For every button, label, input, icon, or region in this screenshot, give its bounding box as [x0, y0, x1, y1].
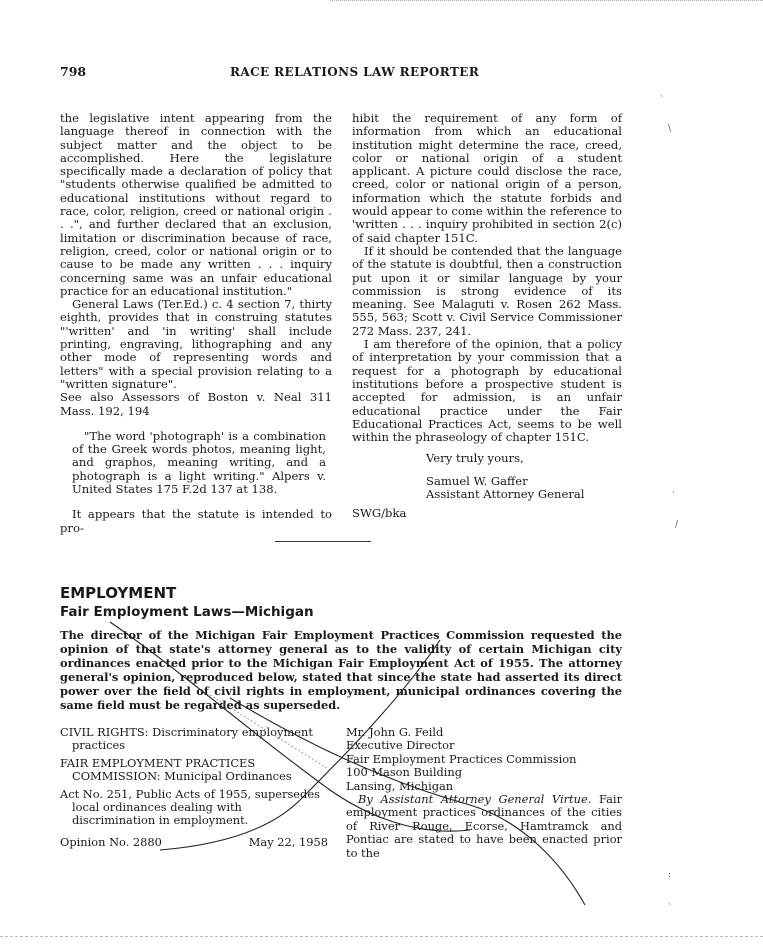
- page-number: 798: [60, 64, 87, 79]
- paragraph: If it should be contended that the language of the statute is doubtful, then a construction put upon it or similar language by your commission is strong evidence of its meaning. See Malaguti v. Rosen 262 Mass. 555, 563; Scott v. Civil Service Commissioner 272 Mass. 237, 241.: [352, 243, 622, 338]
- signer-name: Samuel W. Gaffer: [426, 473, 528, 488]
- addressee-title: Executive Director: [346, 738, 455, 753]
- addressee-city: Lansing, Michigan: [346, 778, 454, 793]
- speck: ·: [672, 488, 675, 498]
- paragraph: General Laws (Ter.Ed.) c. 4 section 7, thirty eighth, provides that in construing statutes "'written' and 'in writing' shall include printing, engraving, lithographing and any other mode of representing words and letters" with a special provision relating to a "written signature".: [60, 297, 332, 391]
- by-line: By Assistant Attorney General Virtue.: [358, 792, 592, 807]
- section-title: EMPLOYMENT: [60, 584, 177, 602]
- index-entry: Act No. 251, Public Acts of 1955, supersedes local ordinances dealing with discrimination in employment.: [60, 786, 320, 828]
- closing: Very truly yours,: [426, 451, 524, 466]
- paragraph: hibit the requirement of any form of information from which an educational institution might determine the race, creed, color or national origin of a student applicant. A picture could disclose the race, creed, color or national origin of a person, information which the statute forbids and would appear to come within the reference to 'written . . . inquiry prohibited in section 2(c) of said chapter 151C.: [352, 111, 622, 245]
- headnote: The director of the Michigan Fair Employment Practices Commission requested the opinion of that state's attorney general as to the validity of certain Michigan city ordinances enacted prior to the Michigan Fair Employment Act of 1955. The attorney general's opinion, reproduced below, stated that since the state had asserted its direct power over the field of civil rights in employment, municipal ordinances covering the same field must be regarded as superseded.: [60, 628, 622, 712]
- addressee-org: Fair Employment Practices Commission: [346, 751, 577, 766]
- speck: ·: [668, 900, 671, 910]
- addressee-building: 100 Mason Building: [346, 765, 463, 780]
- speck: /: [675, 520, 679, 530]
- index-entry: CIVIL RIGHTS: Discriminatory employment practices: [60, 725, 313, 753]
- scratch-line: [160, 640, 440, 850]
- running-title: RACE RELATIONS LAW REPORTER: [230, 65, 480, 79]
- speck: :: [668, 870, 672, 880]
- index-entry: FAIR EMPLOYMENT PRACTICES COMMISSION: Municipal Ordinances: [60, 755, 292, 784]
- opinion-number: Opinion No. 2880: [60, 834, 162, 849]
- scratch-line: [210, 695, 330, 770]
- initials: SWG/bka: [352, 506, 407, 521]
- opinion-text: Fair employment practices ordinances of the cities of River Rouge, Ecorse, Hamtramck and Pontiac are stated to have been enacted prior to the: [346, 792, 623, 860]
- speck: \: [668, 124, 672, 134]
- paragraph: the legislative intent appearing from the language thereof in connection with the subject matter and the object to be accomplished. Here the legislature specifically made a declaration of policy that "students otherwise qualified be admitted to educational institutions without regard to race, color, religion, creed or national origin . . .", and further declared that an exclusion, limitation or discrimination because of race, religion, creed, color or national origin or to cause to be made any written . . . inquiry concerning same was an unfair educational practice for an educational institution.": [60, 111, 332, 298]
- paragraph: I am therefore of the opinion, that a policy of interpretation by your commission that a request for a photograph by educational institutions before a prospective student is accepted for admission, is an unfair educational practice under the Fair Educational Practices Act, seems to be well within the phraseology of chapter 151C.: [352, 337, 622, 445]
- paragraph: See also Assessors of Boston v. Neal 311 Mass. 192, 194: [60, 390, 332, 418]
- scratch-line: [230, 698, 585, 905]
- scratch-line: [110, 622, 470, 831]
- paragraph: It appears that the statute is intended to pro-: [60, 507, 332, 535]
- addressee-name: Mr. John G. Feild: [346, 725, 444, 739]
- opinion-date: May 22, 1958: [248, 834, 328, 849]
- signer-title: Assistant Attorney General: [426, 487, 585, 502]
- quote-text: "The word 'photograph' is a combination of the Greek words photos, meaning light, and graphos, meaning writing, and a photograph is a light writing." Alpers v. United States 175 F.2d 137 at 138.: [72, 428, 326, 497]
- bottom-dashed-border: [0, 936, 763, 937]
- section-subtitle: Fair Employment Laws—Michigan: [60, 604, 314, 620]
- speck: ·: [660, 92, 663, 102]
